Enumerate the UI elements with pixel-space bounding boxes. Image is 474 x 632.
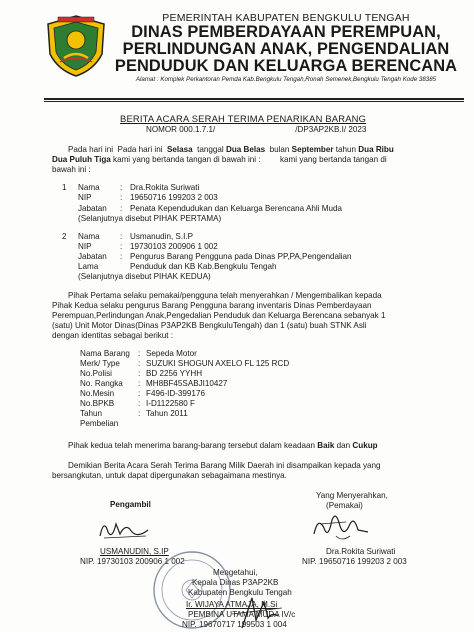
body-p1-line4: (satu) Unit Motor Dinas(Dinas P3AP2KB BengkuluTengah) dan 1 (satu) buah STNK Asli — [52, 321, 367, 330]
left-sign-name: USMANUDIN, S.IP — [100, 547, 169, 556]
party2-note: (Selanjutnya disebut PIHAK KEDUA) — [78, 272, 211, 281]
body-p1-line2: Pihak Kedua selaku pengurus Barang Pengguna barang inventaris Dinas Pemberdayaan — [52, 301, 372, 310]
opening-line2b — [280, 155, 387, 165]
item-label: No.Polisi — [80, 369, 112, 378]
party2-nama: Usmanudin, S.I.P — [130, 232, 193, 241]
item-value: BD 2256 YYHH — [146, 369, 203, 378]
item-colon: : — [138, 379, 141, 388]
item-colon: : — [138, 349, 141, 358]
item-colon: : — [138, 399, 141, 408]
body-p1-line1: Pihak Pertama selaku pemakai/pengguna telah menyerahkan / Mengembalikan kepada — [68, 291, 382, 300]
center-sign-title3: Kabupaten Bengkulu Tengah — [188, 588, 292, 597]
item-value: Sepeda Motor — [146, 349, 197, 358]
party2-colon1: : — [120, 232, 123, 241]
body-p3-line1: Demikian Berita Acara Serah Terima Barang Milik Daerah ini disampaikan kepada yang — [68, 461, 381, 470]
body-p1-line5: dengan identitas sebagai berikut : — [52, 331, 174, 340]
letterhead — [106, 12, 466, 83]
agency-name-line2: PERLINDUNGAN ANAK, PENGENDALIAN — [122, 40, 450, 58]
right-sign-title1: Yang Menyerahkan, — [316, 491, 388, 500]
opening-line3 — [52, 165, 91, 175]
party2-nip: 19730103 200906 1 002 — [130, 242, 218, 251]
item-value: SUZUKI SHOGUN AXELO FL 125 RCD — [146, 359, 290, 368]
agency-name-line3: PENDUDUK DAN KELUARGA BERENCANA — [114, 57, 458, 75]
item-value: Tahun 2011 — [146, 409, 188, 418]
body-p1-line3: Perempuan,Perlindungan Anak,Pengedalian Penduduk dan Keluarga Berencana sebanyak 1 — [52, 311, 386, 320]
month: September — [291, 145, 334, 154]
item-label: No.BPKB — [80, 399, 115, 408]
opening-d: tanggal — [197, 145, 224, 154]
number-label: NOMOR 000.1.7.1/ — [146, 125, 216, 134]
date: Dua Belas — [225, 145, 266, 154]
left-signature-mark — [94, 510, 164, 544]
header-divider — [44, 98, 464, 100]
party1-colon3: : — [120, 204, 123, 213]
body-p3-line2: bersangkutan, untuk dapat dipergunakan sebagaimana mestinya. — [52, 471, 287, 480]
center-sign-nip: NIP. 19670717 199503 1 004 — [182, 620, 287, 629]
item-value: I-D1122580 F — [146, 399, 195, 408]
item-colon: : — [138, 359, 141, 368]
center-sign-rank: PEMBINA UTAMA MUDA IV/c — [188, 610, 296, 619]
left-sign-title: Pengambil — [110, 500, 151, 509]
item-value: F496-ID-399176 — [146, 389, 205, 398]
right-sign-title2: (Pemakai) — [326, 501, 363, 510]
party1-jabatan: Penata Kependudukan dan Keluarga Berencana Ahli Muda — [130, 204, 342, 213]
party1-jabatan-label: Jabatan — [78, 204, 107, 213]
government-name: PEMERINTAH KABUPATEN BENGKULU TENGAH — [162, 12, 410, 24]
day: Selasa — [167, 145, 193, 154]
opening-l: kami yang bertanda tangan di — [280, 155, 387, 164]
item-value: MH8BF45SABJI10427 — [146, 379, 228, 388]
item-label: Pembelian — [80, 419, 119, 428]
year-a: Dua Ribu — [358, 145, 394, 154]
party1-nip: 19650716 199203 2 003 — [130, 193, 218, 202]
party2-number: 2 — [62, 232, 67, 241]
item-label: No. Rangka — [80, 379, 123, 388]
item-colon: : — [138, 369, 141, 378]
center-sign-title2: Kepala Dinas P3AP2KB — [192, 578, 279, 587]
party1-colon1: : — [120, 183, 123, 192]
left-sign-nip: NIP. 19730103 200906 1 002 — [80, 557, 185, 566]
party2-colon3: : — [120, 252, 123, 261]
party2-colon2: : — [120, 242, 123, 251]
opening-h: tahun — [335, 145, 357, 154]
party2-nip-label: NIP — [78, 242, 92, 251]
opening-line2 — [52, 155, 261, 165]
right-signature-mark — [306, 506, 376, 546]
item-colon: : — [138, 389, 141, 398]
party1-number: 1 — [62, 183, 67, 192]
agency-address: Alamat : Komplek Perkantoran Pemda Kab.Bengkulu Tengah,Ronah Semenek,Bengkulu Tengah Kode 38385 — [135, 76, 437, 83]
item-label: Nama Barang — [80, 349, 130, 358]
right-sign-name: Dra.Rokita Suriwati — [326, 547, 396, 556]
body-p2 — [68, 441, 378, 451]
party2-nama-label: Nama — [78, 232, 100, 241]
opening-a: Pada hari ini — [68, 145, 113, 154]
condition-sufficient: Cukup — [352, 441, 378, 450]
opening-k: kami yang bertanda tangan di bawah ini : — [113, 155, 261, 164]
p2-and: dan — [336, 441, 351, 450]
item-colon: : — [138, 409, 141, 418]
party1-nip-label: NIP — [78, 193, 92, 202]
item-label: No.Mesin — [80, 389, 115, 398]
item-label: Merk/ Type — [80, 359, 120, 368]
party1-note: (Selanjutnya disebut PIHAK PERTAMA) — [78, 214, 222, 223]
party1-colon2: : — [120, 193, 123, 202]
p2-text: Pihak kedua telah menerima barang-barang tersebut dalam keadaan — [68, 441, 316, 450]
party2-jabatan1: Pengurus Barang Pengguna pada Dinas PP,PA,Pengendalian — [130, 252, 352, 261]
party2-lama-label: Lama — [78, 262, 99, 271]
opening-m: bawah ini : — [52, 165, 91, 174]
party2-jabatan2: Penduduk dan KB Kab.Bengkulu Tengah — [130, 262, 277, 271]
opening-f: bulan — [269, 145, 290, 154]
header-divider-thin — [44, 101, 464, 102]
agency-name-line1: DINAS PEMBERDAYAAN PEREMPUAN, — [131, 23, 441, 41]
number-rest: /DP3AP2KB.I/ 2023 — [295, 125, 367, 134]
document-title: BERITA ACARA SERAH TERIMA PENARIKAN BARANG — [120, 113, 367, 124]
year-b: Dua Puluh Tiga — [52, 155, 111, 164]
opening-b: Pada hari ini — [117, 145, 163, 154]
item-label: Tahun — [80, 409, 103, 418]
document-number — [146, 125, 366, 135]
condition-good: Baik — [317, 441, 335, 450]
party2-jabatan-label: Jabatan — [78, 252, 107, 261]
center-sign-name: Ir. WIJAYA ATMAJA, M.Si — [186, 600, 278, 609]
regency-logo — [44, 14, 108, 78]
right-sign-nip: NIP. 19650716 199203 2 003 — [302, 557, 407, 566]
party1-nama-label: Nama — [78, 183, 100, 192]
center-sign-title1: Mengetahui, — [213, 568, 258, 577]
opening-line1 — [68, 145, 394, 155]
party1-nama: Dra.Rokita Suriwati — [130, 183, 200, 192]
